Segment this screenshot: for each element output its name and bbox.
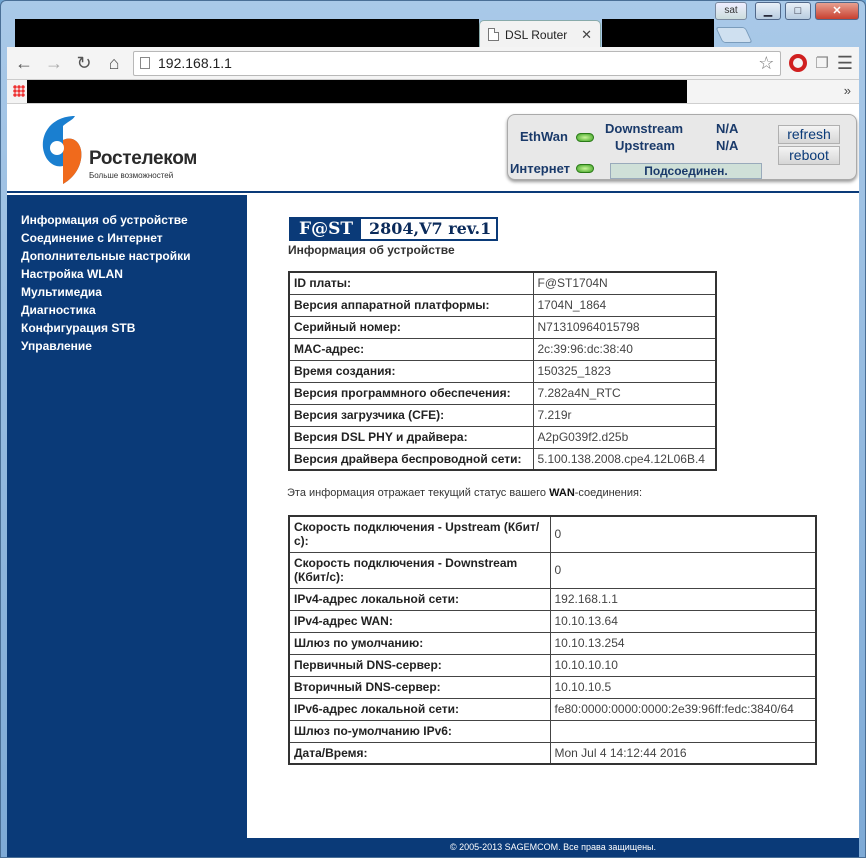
wan-note (287, 487, 642, 499)
upstream-value: N/A (716, 138, 739, 153)
row-label: Версия аппаратной платформы: (289, 294, 533, 316)
tab-dsl-router[interactable] (479, 20, 601, 48)
row-value: 0 (550, 516, 816, 552)
row-label: IPv4-адрес локальной сети: (289, 588, 550, 610)
close-button[interactable]: ✕ (815, 2, 859, 20)
device-info-table (288, 271, 717, 471)
row-label: Время создания: (289, 360, 533, 382)
table-row (289, 610, 816, 632)
internet-led-icon (576, 164, 594, 173)
table-row (289, 588, 816, 610)
row-value (550, 720, 816, 742)
menu-icon[interactable]: ☰ (836, 52, 853, 73)
sidebar-item-internet-connection[interactable]: Соединение с Интернет (21, 231, 163, 245)
table-row (289, 632, 816, 654)
wan-note-bold: WAN (549, 487, 575, 499)
wan-note-text: Эта информация отражает текущий статус вашего (287, 487, 550, 499)
table-row (289, 720, 816, 742)
row-value: A2pG039f2.d25b (533, 426, 716, 448)
row-label: Дата/Время: (289, 742, 550, 764)
back-arrow-icon[interactable]: ← (15, 53, 33, 73)
url-text[interactable]: 192.168.1.1 (158, 55, 232, 71)
sidebar-nav (7, 195, 247, 838)
opera-extension-icon[interactable] (789, 54, 807, 72)
device-brand (289, 217, 498, 241)
table-row (289, 448, 716, 470)
row-value: 10.10.13.64 (550, 610, 816, 632)
tab-close-icon[interactable]: ✕ (581, 26, 592, 42)
row-label: Версия программного обеспечения: (289, 382, 533, 404)
wan-status-table (288, 515, 817, 765)
wan-note-suffix: -соединения: (574, 487, 643, 499)
forward-arrow-icon[interactable]: → (45, 53, 63, 73)
table-row (289, 552, 816, 588)
new-tab-button[interactable] (715, 27, 752, 43)
bookmarks-bar (7, 80, 859, 104)
sidebar-item-device-info[interactable]: Информация об устройстве (21, 213, 188, 227)
row-value: 10.10.10.10 (550, 654, 816, 676)
row-value: 5.100.138.2008.cpe4.12L06B.4 (533, 448, 716, 470)
row-label: IPv4-адрес WAN: (289, 610, 550, 632)
row-value: 150325_1823 (533, 360, 716, 382)
row-label: Вторичный DNS-сервер: (289, 676, 550, 698)
row-value: 7.219r (533, 404, 716, 426)
table-row (289, 316, 716, 338)
table-row (289, 272, 716, 294)
page-icon (488, 28, 499, 41)
table-row (289, 404, 716, 426)
address-bar[interactable] (133, 51, 781, 76)
downstream-value: N/A (716, 121, 739, 136)
table-row (289, 742, 816, 764)
page-header (7, 104, 859, 193)
profile-badge[interactable]: sat (715, 2, 747, 20)
page-icon (140, 57, 150, 69)
redacted-area (27, 80, 687, 103)
status-panel (507, 114, 857, 180)
row-value: fe80:0000:0000:0000:2e39:96ff:fedc:3840/64 (550, 698, 816, 720)
router-page (7, 104, 859, 857)
row-label: MAC-адрес: (289, 338, 533, 360)
row-label: ID платы: (289, 272, 533, 294)
redacted-area (15, 19, 479, 47)
home-icon[interactable]: ⌂ (108, 53, 120, 73)
redacted-area (602, 19, 714, 47)
table-row (289, 698, 816, 720)
table-row (289, 426, 716, 448)
table-row (289, 360, 716, 382)
sidebar-item-advanced-settings[interactable]: Дополнительные настройки (21, 249, 191, 263)
table-row (289, 382, 716, 404)
row-label: Версия драйвера беспроводной сети: (289, 448, 533, 470)
sidebar-item-diagnostics[interactable]: Диагностика (21, 303, 96, 317)
reboot-button[interactable]: reboot (778, 146, 840, 165)
bookmark-star-icon[interactable]: ☆ (758, 52, 775, 73)
sidebar-item-wlan[interactable]: Настройка WLAN (21, 267, 123, 281)
row-label: Скорость подключения - Upstream (Кбит/с): (289, 516, 550, 552)
table-row (289, 676, 816, 698)
window-controls (715, 2, 859, 20)
row-label: Скорость подключения - Downstream (Кбит/с): (289, 552, 550, 588)
row-value: 192.168.1.1 (550, 588, 816, 610)
row-label: Первичный DNS-сервер: (289, 654, 550, 676)
connection-status: Подсоединен. (610, 163, 762, 179)
table-row (289, 654, 816, 676)
row-value: 10.10.13.254 (550, 632, 816, 654)
maximize-button[interactable]: □ (785, 2, 811, 20)
sidebar-item-multimedia[interactable]: Мультимедиа (21, 285, 102, 299)
browser-toolbar (7, 47, 859, 80)
row-label: IPv6-адрес локальной сети: (289, 698, 550, 720)
upstream-label: Upstream (615, 138, 675, 153)
title-bar (1, 1, 865, 47)
table-row (289, 516, 816, 552)
rostelecom-logo-icon (37, 112, 87, 188)
ethwan-led-icon (576, 133, 594, 142)
footer: © 2005-2013 SAGEMCOM. Все права защищены. (247, 838, 859, 857)
minimize-button[interactable]: ▁ (755, 2, 781, 20)
row-label: Шлюз по умолчанию: (289, 632, 550, 654)
main-content (247, 195, 859, 838)
reload-icon[interactable]: ↻ (76, 53, 92, 73)
row-value: F@ST1704N (533, 272, 716, 294)
row-value: Mon Jul 4 14:12:44 2016 (550, 742, 816, 764)
row-label: Версия DSL PHY и драйвера: (289, 426, 533, 448)
more-bookmarks-icon[interactable]: » (843, 83, 851, 98)
brand-fast: F@ST (291, 219, 361, 239)
tab-title: DSL Router (505, 27, 568, 42)
row-value: 2c:39:96:dc:38:40 (533, 338, 716, 360)
table-row (289, 338, 716, 360)
row-label: Версия загрузчика (CFE): (289, 404, 533, 426)
sidebar-item-management[interactable]: Управление (21, 339, 92, 353)
row-value: N71310964015798 (533, 316, 716, 338)
table-row (289, 294, 716, 316)
row-value: 1704N_1864 (533, 294, 716, 316)
row-label: Шлюз по-умолчанию IPv6: (289, 720, 550, 742)
downstream-label: Downstream (605, 121, 684, 136)
page-title: Информация об устройстве (288, 243, 455, 257)
brand-model: 2804,V7 rev.1 (361, 219, 496, 239)
sidebar-item-stb-config[interactable]: Конфигурация STB (21, 321, 136, 335)
extension-icon[interactable]: ❐ (815, 55, 829, 72)
logo-name: Ростелеком (89, 148, 198, 169)
row-label: Серийный номер: (289, 316, 533, 338)
internet-label: Интернет (510, 161, 571, 176)
ethwan-label: EthWan (520, 129, 568, 144)
row-value: 7.282a4N_RTC (533, 382, 716, 404)
row-value: 10.10.10.5 (550, 676, 816, 698)
logo-tagline: Больше возможностей (89, 171, 174, 180)
footer-left (7, 838, 247, 857)
refresh-button[interactable]: refresh (778, 125, 840, 144)
row-value: 0 (550, 552, 816, 588)
apps-icon[interactable] (13, 85, 25, 97)
